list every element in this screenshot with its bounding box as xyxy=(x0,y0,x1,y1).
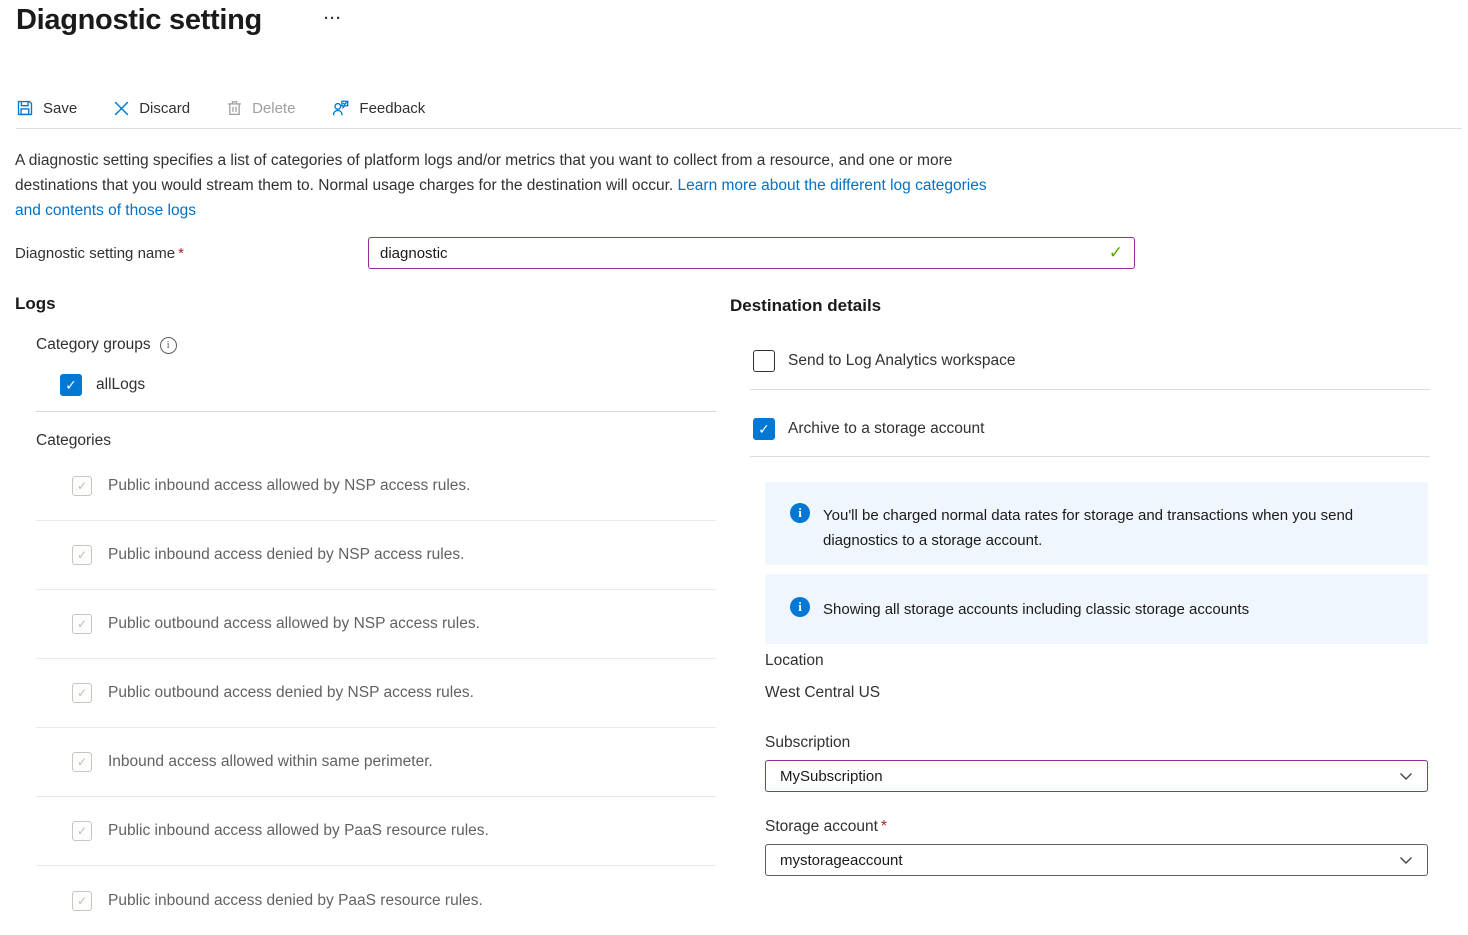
subscription-dropdown[interactable] xyxy=(765,760,1428,792)
category-row-partial xyxy=(36,866,716,935)
divider xyxy=(750,456,1430,457)
info-icon[interactable]: i xyxy=(160,337,177,354)
diagnostic-name-field xyxy=(368,237,1135,269)
category-row xyxy=(36,452,716,521)
intro-paragraph xyxy=(15,148,990,223)
category-row xyxy=(36,590,716,659)
categories-list xyxy=(36,452,716,935)
chevron-down-icon xyxy=(1398,768,1414,784)
infobox-text: You'll be charged normal data rates for storage and transactions when you send diagnostics to a storage account. xyxy=(823,507,1354,549)
category-checkbox-disabled: ✓ xyxy=(72,476,92,496)
save-icon xyxy=(16,99,34,117)
category-label: Public inbound access denied by NSP access rules. xyxy=(108,546,465,563)
category-label: Public inbound access denied by PaaS resource rules. xyxy=(108,891,483,909)
category-label: Public outbound access denied by NSP access rules. xyxy=(108,684,474,701)
archive-storage-label: Archive to a storage account xyxy=(788,420,985,437)
feedback-icon xyxy=(331,99,350,117)
feedback-button[interactable] xyxy=(331,99,425,117)
alllogs-checkbox[interactable]: ✓ xyxy=(60,374,82,396)
category-checkbox-disabled: ✓ xyxy=(72,545,92,565)
diagnostic-name-input[interactable] xyxy=(368,237,1135,269)
logs-header: Logs xyxy=(15,294,56,313)
category-groups-label: Category groups xyxy=(36,336,151,353)
toolbar-divider xyxy=(16,128,1462,129)
archive-storage-option xyxy=(753,418,984,440)
discard-label: Discard xyxy=(139,99,191,117)
alllogs-label: allLogs xyxy=(96,376,146,393)
discard-button[interactable] xyxy=(113,100,190,117)
chevron-down-icon xyxy=(1398,852,1414,868)
location-value: West Central US xyxy=(765,684,881,701)
valid-check-icon: ✓ xyxy=(1108,243,1123,262)
log-analytics-checkbox[interactable] xyxy=(753,350,775,372)
feedback-label: Feedback xyxy=(359,99,426,117)
logs-section xyxy=(15,292,716,909)
location-label: Location xyxy=(765,652,824,669)
subscription-value: MySubscription xyxy=(780,767,883,785)
intro-text: A diagnostic setting specifies a list of categories of platform logs and/or metrics that you want to collect from a resource, and one or more destinations that you would stream them to. Normal usage charges for the destination will occur. xyxy=(15,152,953,194)
required-asterisk: * xyxy=(880,818,887,835)
storage-account-value: mystorageaccount xyxy=(780,851,903,869)
category-label: Public inbound access allowed by PaaS resource rules. xyxy=(108,822,489,839)
category-groups-row xyxy=(36,336,177,354)
delete-icon xyxy=(226,99,243,117)
infobox-text: Showing all storage accounts including classic storage accounts xyxy=(823,601,1250,618)
category-checkbox-disabled: ✓ xyxy=(72,752,92,772)
info-icon: i xyxy=(790,597,810,617)
log-analytics-label: Send to Log Analytics workspace xyxy=(788,352,1016,369)
category-checkbox-disabled: ✓ xyxy=(72,683,92,703)
log-analytics-option xyxy=(753,350,1015,372)
archive-storage-checkbox[interactable]: ✓ xyxy=(753,418,775,440)
discard-icon xyxy=(113,100,130,117)
required-asterisk: * xyxy=(178,245,184,262)
divider xyxy=(36,411,716,412)
category-row xyxy=(36,659,716,728)
alllogs-option xyxy=(60,374,145,396)
category-label: Public outbound access allowed by NSP access rules. xyxy=(108,615,480,632)
classic-storage-infobox xyxy=(765,574,1428,644)
category-row xyxy=(36,521,716,590)
diagnostic-name-label: Diagnostic setting name * xyxy=(15,245,184,262)
delete-label: Delete xyxy=(252,99,296,117)
more-options-button[interactable]: ··· xyxy=(324,10,342,27)
page-title: Diagnostic setting xyxy=(16,4,262,36)
category-checkbox-disabled: ✓ xyxy=(72,891,92,911)
divider xyxy=(750,389,1430,390)
delete-button xyxy=(226,99,295,117)
info-icon: i xyxy=(790,503,810,523)
category-row xyxy=(36,728,716,797)
destination-header: Destination details xyxy=(730,296,882,315)
storage-charges-infobox xyxy=(765,482,1428,565)
command-bar xyxy=(16,92,425,124)
category-checkbox-disabled: ✓ xyxy=(72,614,92,634)
category-label: Public inbound access allowed by NSP access rules. xyxy=(108,477,471,494)
category-row xyxy=(36,797,716,866)
save-label: Save xyxy=(43,99,78,117)
category-label: Inbound access allowed within same perimeter. xyxy=(108,753,433,770)
categories-label: Categories xyxy=(36,432,111,449)
save-button[interactable] xyxy=(16,99,77,117)
storage-account-label: Storage account * xyxy=(765,818,887,835)
storage-account-dropdown[interactable] xyxy=(765,844,1428,876)
category-checkbox-disabled: ✓ xyxy=(72,821,92,841)
subscription-label: Subscription xyxy=(765,734,851,751)
learn-more-link[interactable]: Learn more about the different log categories and contents of those logs xyxy=(15,177,987,219)
destination-section xyxy=(730,292,1430,899)
